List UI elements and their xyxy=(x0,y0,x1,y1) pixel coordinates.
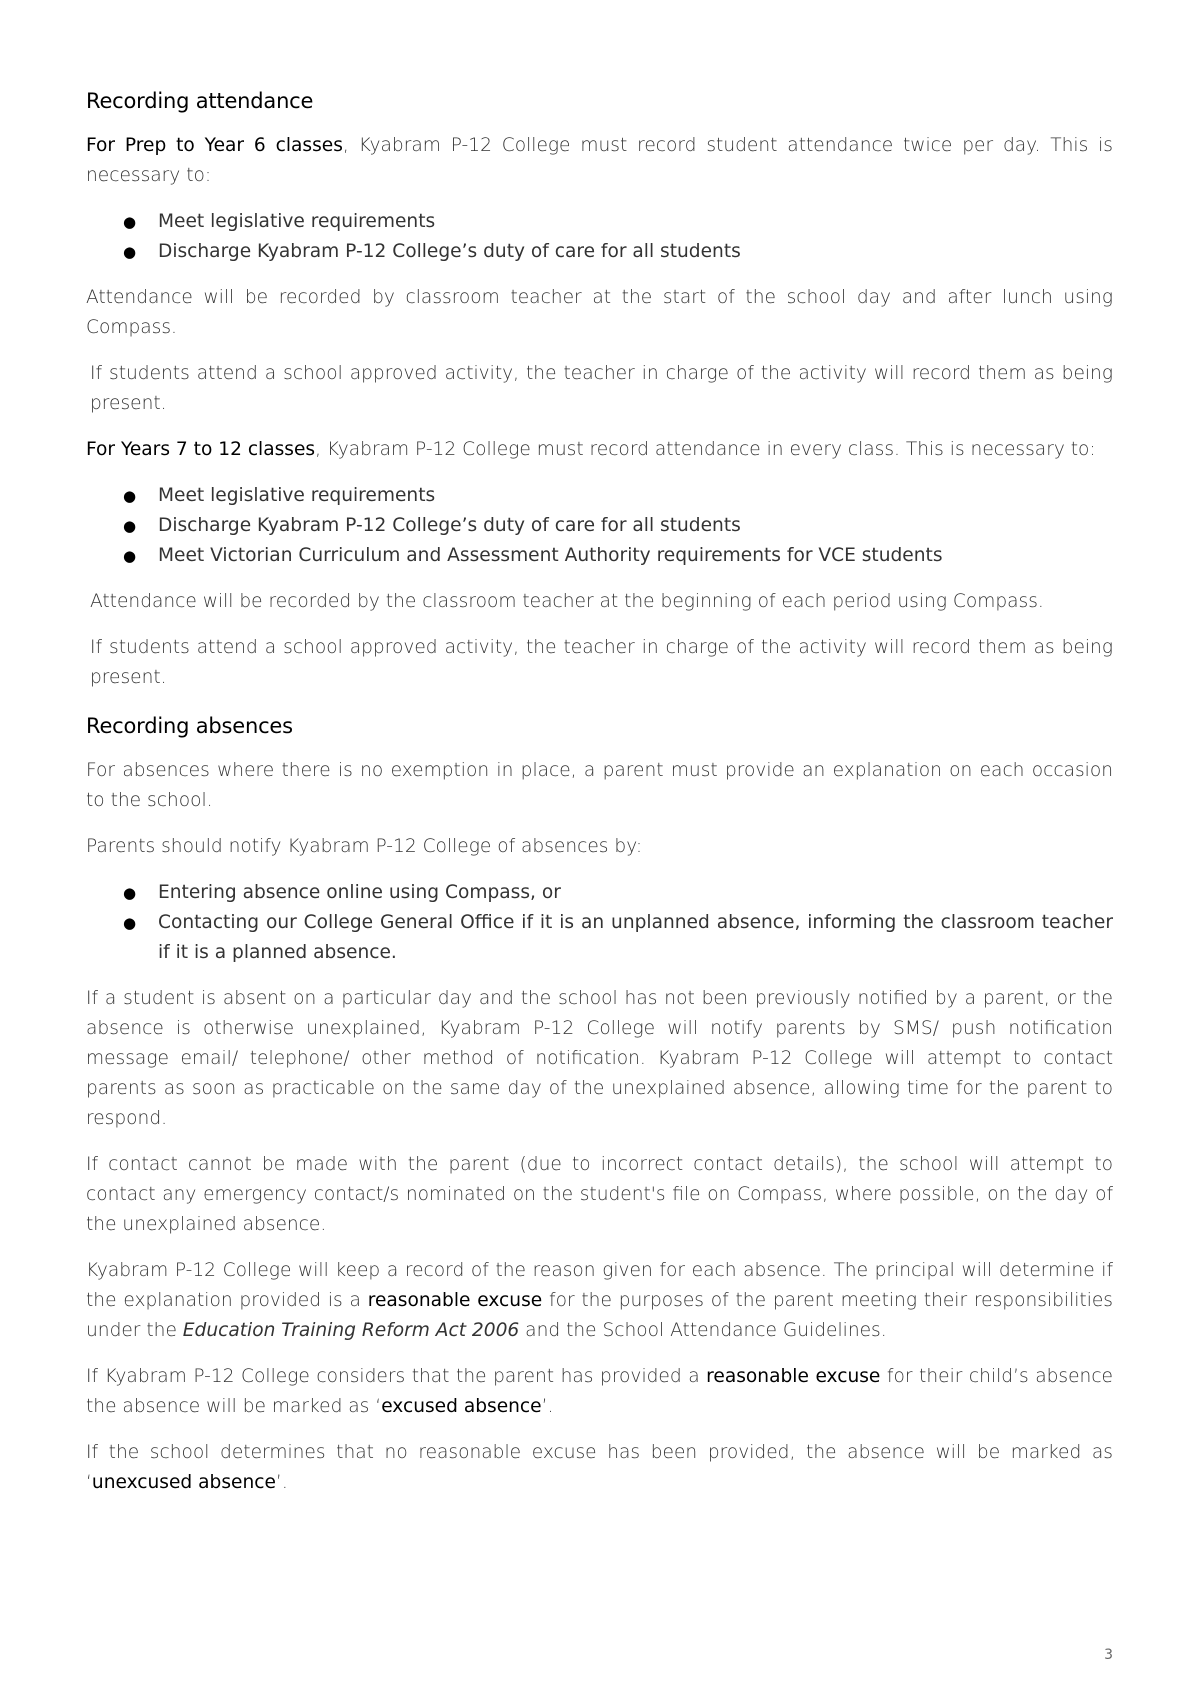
paragraph: If contact cannot be made with the parent (due to incorrect contact details), the school will attempt to contact any emergency contact/s nominated on the student's file on Compass, where possible, on the day of the unexplained absence. xyxy=(86,1154,1113,1235)
bold-text: reasonable excuse xyxy=(367,1290,543,1311)
bold-text: excused absence xyxy=(381,1396,542,1417)
bullet-icon: ● xyxy=(123,517,137,535)
paragraph: For Years 7 to 12 classes, Kyabram P-12 College must record attendance in every class. This is necessary to: xyxy=(86,439,1096,460)
paragraph: Parents should notify Kyabram P-12 College of absences by: xyxy=(86,836,643,857)
heading-recording-absences: Recording absences xyxy=(86,714,293,738)
paragraph: Attendance will be recorded by the classroom teacher at the beginning of each period using Compass. xyxy=(90,591,1044,612)
paragraph: Kyabram P-12 College will keep a record of the reason given for each absence. The principal will determine if the explanation provided is a reasonable excuse for the purposes of the parent meeting their responsibilities under the Education Training Reform Act 2006 and the School Attendance Guidelines. xyxy=(86,1260,1113,1341)
list-item: ● Entering absence online using Compass, or xyxy=(86,878,1113,908)
paragraph: If students attend a school approved activity, the teacher in charge of the activity will record them as being present. xyxy=(90,363,1113,414)
bullet-list xyxy=(86,207,1113,267)
italic-text: Education Training Reform Act 2006 xyxy=(182,1320,520,1341)
page-number: 3 xyxy=(1104,1647,1113,1663)
list-item: ● Meet legislative requirements xyxy=(86,207,1113,237)
bullet-icon: ● xyxy=(123,243,137,261)
page-content xyxy=(86,84,1113,1514)
bullet-list xyxy=(86,878,1113,968)
paragraph: For Prep to Year 6 classes, Kyabram P-12 College must record student attendance twice per day. This is necessary to: xyxy=(86,135,1113,186)
bold-text: reasonable excuse xyxy=(706,1366,881,1387)
paragraph: If a student is absent on a particular day and the school has not been previously notified by a parent, or the absence is otherwise unexplained, Kyabram P-12 College will notify parents by SMS/ push notification message email/ telephone/ other method of notification. Kyabram P-12 College will attempt to contact parents as soon as practicable on the same day of the unexplained absence, allowing time for the parent to respond. xyxy=(86,988,1113,1129)
paragraph: If students attend a school approved activity, the teacher in charge of the activity will record them as being present. xyxy=(90,637,1113,688)
paragraph: If Kyabram P-12 College considers that the parent has provided a reasonable excuse for their child’s absence the absence will be marked as ‘excused absence’. xyxy=(86,1366,1114,1417)
heading-recording-attendance: Recording attendance xyxy=(86,89,314,113)
list-item: ● Meet Victorian Curriculum and Assessment Authority requirements for VCE students xyxy=(86,541,1113,571)
list-item: ● Discharge Kyabram P-12 College’s duty of care for all students xyxy=(86,511,1113,541)
bullet-list xyxy=(86,481,1113,571)
paragraph: If the school determines that no reasonable excuse has been provided, the absence will be marked as ‘unexcused absence’. xyxy=(86,1442,1113,1493)
bullet-icon: ● xyxy=(123,487,137,505)
bullet-icon: ● xyxy=(123,547,137,565)
bold-text: unexcused absence xyxy=(91,1472,276,1493)
list-item: ● Discharge Kyabram P-12 College’s duty of care for all students xyxy=(86,237,1113,267)
bold-text: For Years 7 to 12 classes xyxy=(86,439,316,460)
bullet-icon: ● xyxy=(123,884,137,902)
bullet-icon: ● xyxy=(123,213,137,231)
bold-text: For Prep to Year 6 classes xyxy=(86,135,343,156)
paragraph: Attendance will be recorded by classroom teacher at the start of the school day and after lunch using Compass. xyxy=(86,287,1113,338)
paragraph: For absences where there is no exemption in place, a parent must provide an explanation on each occasion to the school. xyxy=(86,760,1113,811)
list-item: ● Contacting our College General Office if it is an unplanned absence, informing the classroom teacher if it is a planned absence. xyxy=(86,908,1113,968)
bullet-icon: ● xyxy=(123,914,137,932)
list-item: ● Meet legislative requirements xyxy=(86,481,1113,511)
